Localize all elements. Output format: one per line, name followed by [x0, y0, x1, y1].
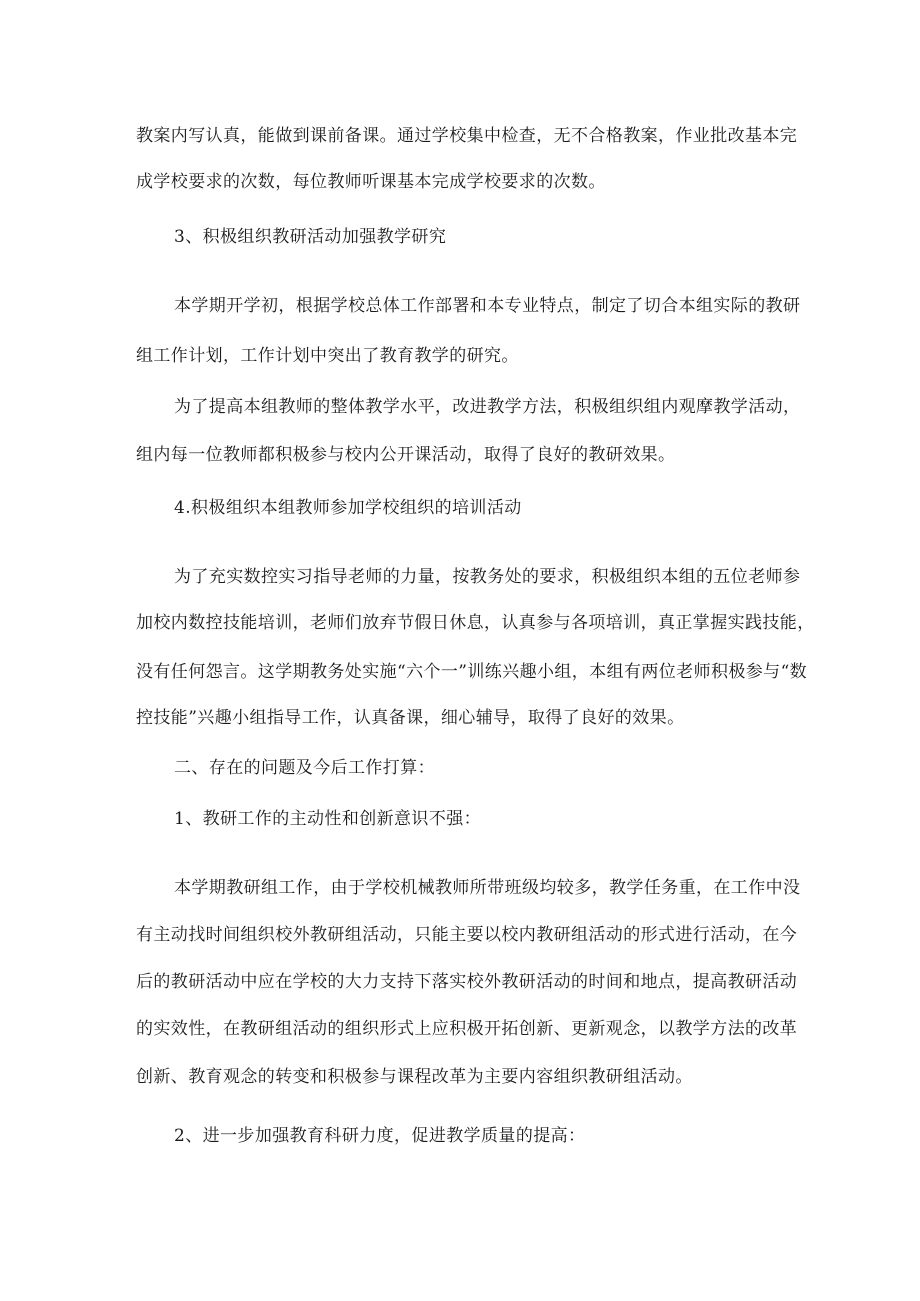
text-line: 组工作计划，工作计划中突出了教育教学的研究。: [136, 346, 519, 366]
text-line: 本学期开学初，根据学校总体工作部署和本专业特点，制定了切合本组实际的教研: [174, 296, 801, 316]
text-line: 后的教研活动中应在学校的大力支持下落实校外教研活动的时间和地点，提高教研活动: [136, 972, 798, 992]
text-line: 没有任何怨言。这学期教务处实施“六个一”训练兴趣小组，本组有两位老师积极参与“数: [136, 662, 808, 682]
text-line: 控技能”兴趣小组指导工作，认真备课，细心辅导，取得了良好的效果。: [136, 708, 685, 728]
section-heading: 4.积极组织本组教师参加学校组织的培训活动: [174, 498, 522, 518]
section-heading: 1、教研工作的主动性和创新意识不强：: [174, 809, 482, 829]
section-heading: 3、积极组织教研活动加强教学研究: [174, 227, 447, 247]
section-heading: 2、进一步加强教育科研力度，促进教学质量的提高：: [174, 1126, 586, 1146]
text-line: 的实效性，在教研组活动的组织形式上应积极开拓创新、更新观念，以教学方法的改革: [136, 1019, 798, 1039]
text-line: 为了充实数控实习指导老师的力量，按教务处的要求，积极组织本组的五位老师参: [174, 567, 801, 587]
text-line: 成学校要求的次数，每位教师听课基本完成学校要求的次数。: [136, 172, 606, 192]
text-line: 教案内写认真，能做到课前备课。通过学校集中检查，无不合格教案，作业批改基本完: [136, 126, 798, 146]
section-heading: 二、存在的问题及今后工作打算：: [174, 758, 435, 778]
text-line: 为了提高本组教师的整体教学水平，改进教学方法，积极组织组内观摩教学活动，: [174, 397, 801, 417]
text-line: 加校内数控技能培训，老师们放弃节假日休息，认真参与各项培训，真正掌握实践技能，: [136, 613, 815, 633]
text-line: 组内每一位教师都积极参与校内公开课活动，取得了良好的教研效果。: [136, 445, 676, 465]
text-line: 创新、教育观念的转变和积极参与课程改革为主要内容组织教研组活动。: [136, 1067, 693, 1087]
text-line: 有主动找时间组织校外教研组活动，只能主要以校内教研组活动的形式进行活动，在今: [136, 925, 798, 945]
text-line: 本学期教研组工作，由于学校机械教师所带班级均较多，教学任务重，在工作中没: [174, 878, 801, 898]
